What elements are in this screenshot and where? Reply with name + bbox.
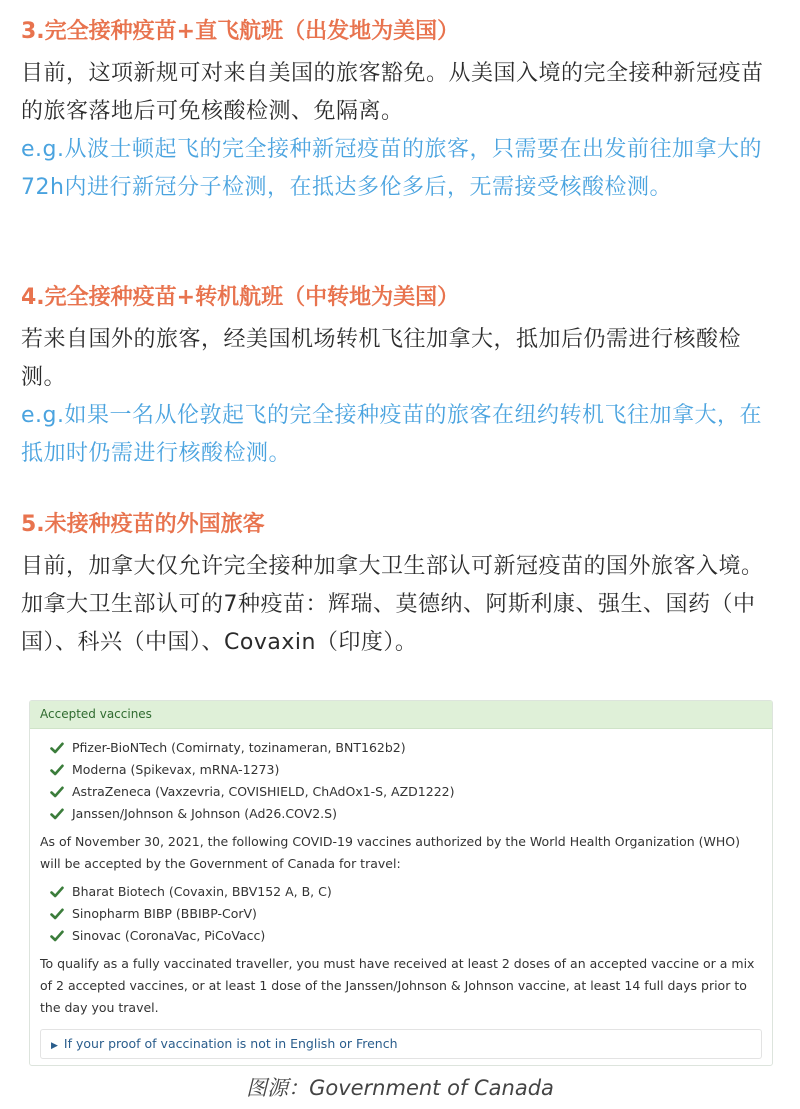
details-label: If your proof of vaccination is not in English or French: [63, 1036, 398, 1051]
who-intro: As of November 30, 2021, the following COVID-19 vaccines authorized by the World Health Organization (WHO) will be accepted by the Government of Canada for travel:: [40, 834, 740, 871]
section-example: e.g.从波士顿起飞的完全接种新冠疫苗的旅客，只需要在出发前往加拿大的72h内进行新冠分子检测，在抵达多伦多后，无需接受核酸检测。: [21, 137, 762, 200]
expand-triangle-icon: ▶: [51, 1041, 58, 1051]
vaccine-name: Janssen/Johnson & Johnson (Ad26.COV2.S): [72, 806, 337, 821]
section-3: [21, 17, 783, 207]
who-vaccine-list: [40, 881, 762, 947]
vaccine-name: Pfizer-BioNTech (Comirnaty, tozinameran, BNT162b2): [72, 740, 406, 755]
list-item: [50, 881, 762, 903]
list-item: [50, 803, 762, 825]
check-icon: [50, 885, 64, 899]
check-icon: [50, 929, 64, 943]
section-heading: 5.未接种疫苗的外国旅客: [21, 512, 265, 537]
check-icon: [50, 785, 64, 799]
check-icon: [50, 763, 64, 777]
accepted-vaccine-list: [40, 737, 762, 825]
check-icon: [50, 807, 64, 821]
image-caption: 图源：Government of Canada: [246, 1076, 554, 1100]
panel-title: Accepted vaccines: [30, 701, 772, 729]
check-icon: [50, 907, 64, 921]
qualify-text: To qualify as a fully vaccinated traveller, you must have received at least 2 doses of an accepted vaccine or a mix of 2 accepted vaccines, or at least 1 dose of the Janssen/Johnson & Johnson vaccine, at least 14 full days prior to the day you travel.: [40, 956, 755, 1015]
vaccine-name: AstraZeneca (Vaxzevria, COVISHIELD, ChAdOx1-S, AZD1222): [72, 784, 455, 799]
vaccine-name: Sinopharm BIBP (BBIBP-CorV): [72, 906, 257, 921]
section-heading: 4.完全接种疫苗+转机航班（中转地为美国）: [21, 285, 460, 310]
list-item: [50, 759, 762, 781]
vaccine-name: Moderna (Spikevax, mRNA-1273): [72, 762, 280, 777]
vaccine-name: Sinovac (CoronaVac, PiCoVacc): [72, 928, 266, 943]
section-body: 若来自国外的旅客，经美国机场转机飞往加拿大，抵加后仍需进行核酸检测。: [21, 327, 742, 390]
section-heading: 3.完全接种疫苗+直飞航班（出发地为美国）: [21, 19, 460, 44]
section-5: [21, 510, 783, 662]
list-item: [50, 781, 762, 803]
section-4: [21, 283, 783, 473]
section-body-2: 加拿大卫生部认可的7种疫苗：辉瑞、莫德纳、阿斯利康、强生、国药（中国）、科兴（中国）、Covaxin（印度）。: [21, 592, 756, 655]
list-item: [50, 903, 762, 925]
list-item: [50, 925, 762, 947]
check-icon: [50, 741, 64, 755]
section-example: e.g.如果一名从伦敦起飞的完全接种疫苗的旅客在纽约转机飞往加拿大，在抵加时仍需进行核酸检测。: [21, 403, 762, 466]
section-body: 目前，加拿大仅允许完全接种加拿大卫生部认可新冠疫苗的国外旅客入境。: [21, 554, 764, 579]
proof-language-details[interactable]: [40, 1029, 762, 1059]
list-item: [50, 737, 762, 759]
vaccine-name: Bharat Biotech (Covaxin, BBV152 A, B, C): [72, 884, 332, 899]
section-body: 目前，这项新规可对来自美国的旅客豁免。从美国入境的完全接种新冠疫苗的旅客落地后可免核酸检测、免隔离。: [21, 61, 764, 124]
accepted-vaccines-panel: [29, 700, 773, 1066]
